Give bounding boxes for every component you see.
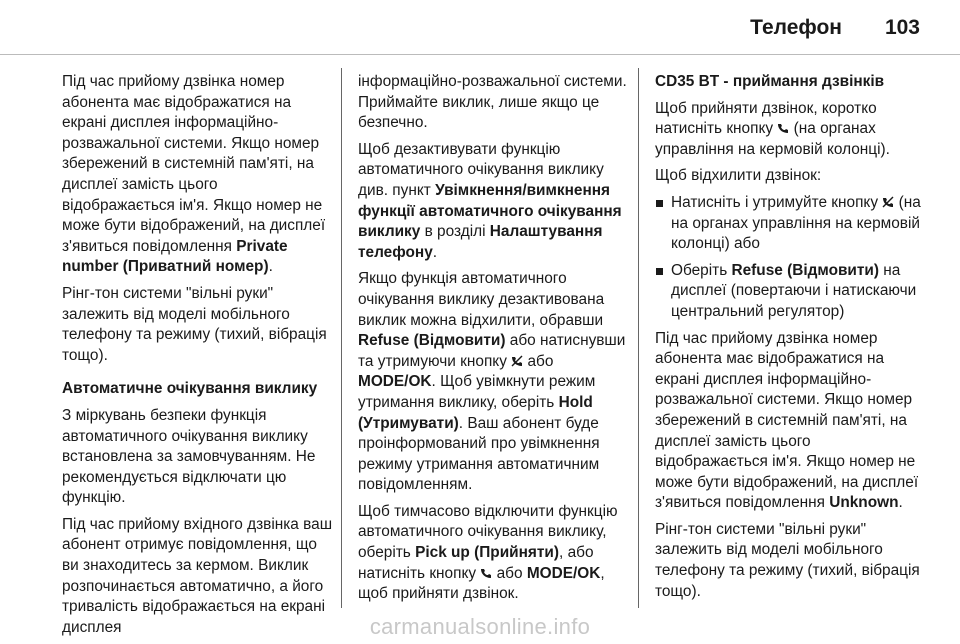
list-item: Оберіть Refuse (Відмовити) на дисплеї (повертаючи і натискаючи центральний регулятор) [655,261,927,323]
phone-reject-icon [511,355,523,367]
column-divider-left [341,68,342,608]
section-heading-cd35: CD35 BT - приймання дзвінків [655,73,885,90]
phone-answer-icon [777,122,789,134]
paragraph-pick-up: Щоб тимчасово відключити функцію автоматичного очікування виклику, оберіть Pick up (Прийняти), або натисніть кнопку або MODE/OK, щоб прийняти дзвінок. [358,502,618,603]
column-left [62,72,334,644]
paragraph-caller-id: Під час прийому дзвінка номер абонента має відображатися на екрані дисплея інформаційно-розважальної системи. Якщо номер збережений в системній пам'яті, на дисплеї замість цього відображається ім'я. Якщо номер не може бути відображений, на дисплеї з'явиться повідомлення Private number (Приватний номер). [62,73,326,276]
watermark: carmanualsonline.info [369,614,591,639]
bullet-square-icon [656,200,663,207]
paragraph-safety: З міркувань безпеки функція автоматичного очікування виклику встановлена за замовчуванням. Не рекомендується відключати цю функцію. [62,406,316,507]
column-divider-right [638,68,639,608]
paragraph-ringtone-cd35: Рінг-тон системи "вільні руки" залежить від моделі мобільного телефону та режиму (тихий, вібрація тощо). [655,520,920,600]
bullet-square-icon [656,268,663,275]
page-header [0,0,960,54]
paragraph-incoming-call: Під час прийому вхідного дзвінка ваш абонент отримує повідомлення, що ви знаходитесь за кермом. Виклик розпочинається автоматично, а його тривалість відображається на екрані дисплея [62,515,333,636]
paragraph-caller-id-cd35: Під час прийому дзвінка номер абонента має відображатися на екрані дисплея інформаційно-розважальної системи. Якщо номер збережений в системній пам'яті, на дисплеї замість цього відображається ім'я. Якщо номер не може бути відображений, на дисплеї з'явиться повідомлення Unknown. [655,329,919,512]
phone-answer-icon [480,567,492,579]
phone-reject-icon [882,196,894,208]
unknown-label: Unknown [829,494,899,512]
page-number: 103 [884,16,920,39]
paragraph-answer: Щоб прийняти дзвінок, коротко натисніть кнопку (на органах управління на кермовій колонці). [655,99,890,158]
list-item: Натисніть і утримуйте кнопку (на на органах управління на кермовій колонці) або [655,193,927,255]
column-right [655,72,927,608]
paragraph-refuse-hold: Якщо функція автоматичного очікування виклику дезактивована виклик можна відхилити, обравши Refuse (Відмовити) або натиснувши та утримуючи кнопку або MODE/OK. Щоб увімкнути режим утримання виклику, оберіть Hold (Утримувати). Ваш абонент буде проінформований про увімкнення режиму утримання автоматичним повідомленням. [358,270,626,494]
reject-steps-list [655,193,927,323]
column-middle [358,72,630,611]
paragraph-continued: інформаційно-розважальної системи. Приймайте виклик, лише якщо це безпечно. [358,73,627,132]
header-divider [0,54,960,55]
section-heading-auto-hold: Автоматичне очікування виклику [62,380,318,398]
paragraph-reject-intro: Щоб відхилити дзвінок: [655,167,822,185]
paragraph-deactivate: Щоб дезактивувати функцію автоматичного очікування виклику див. пункт Увімкнення/вимкнення функції автоматичного очікування виклику в розділі Налаштування телефону. [358,140,622,261]
page-title: Телефон [750,16,842,39]
private-number-label: Private number (Приватний номер) [62,237,288,276]
paragraph-ringtone: Рінг-тон системи "вільні руки" залежить від моделі мобільного телефону та режиму (тихий, вібрація тощо). [62,284,327,364]
